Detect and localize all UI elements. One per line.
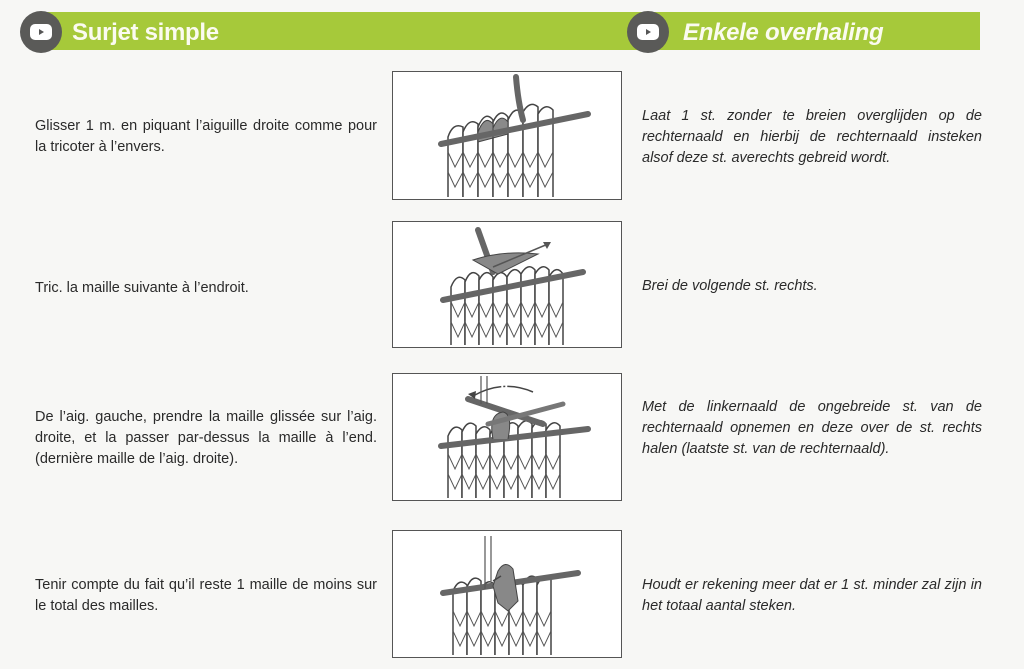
section-title-dutch: Enkele overhaling — [683, 19, 884, 46]
step-1-illustration — [392, 71, 622, 200]
step-4-illustration — [392, 530, 622, 658]
play-video-icon[interactable] — [627, 11, 669, 53]
step-4-dutch-text: Houdt er rekening meer dat er 1 st. minder zal zijn in het totaal aantal steken. — [642, 577, 982, 614]
play-video-icon[interactable] — [20, 11, 62, 53]
step-2-french-text: Tric. la maille suivante à l’endroit. — [35, 280, 249, 296]
step-4-french-text: Tenir compte du fait qu’il reste 1 maille de moins sur le total des mailles. — [35, 577, 377, 614]
step-3-illustration — [392, 373, 622, 501]
step-1-dutch-text: Laat 1 st. zonder te breien overglijden op de rechternaald en hierbij de rechternaald insteken alsof deze st. averechts gebreid wordt. — [642, 108, 982, 166]
step-1-french-text: Glisser 1 m. en piquant l’aiguille droite comme pour la tricoter à l’envers. — [35, 118, 377, 155]
step-2-dutch-text: Brei de volgende st. rechts. — [642, 278, 818, 294]
step-3-dutch-text: Met de linkernaald de ongebreide st. van de rechternaald opnemen en deze over de st. rechts halen (laatste st. van de rechternaald). — [642, 399, 982, 457]
section-title-french: Surjet simple — [72, 19, 219, 46]
step-3-french-text: De l’aig. gauche, prendre la maille glissée sur l’aig. droite, et la passer par-dessus la maille à l’end. (dernière maille de l’aig. droite). — [35, 409, 377, 467]
step-2-illustration — [392, 221, 622, 348]
